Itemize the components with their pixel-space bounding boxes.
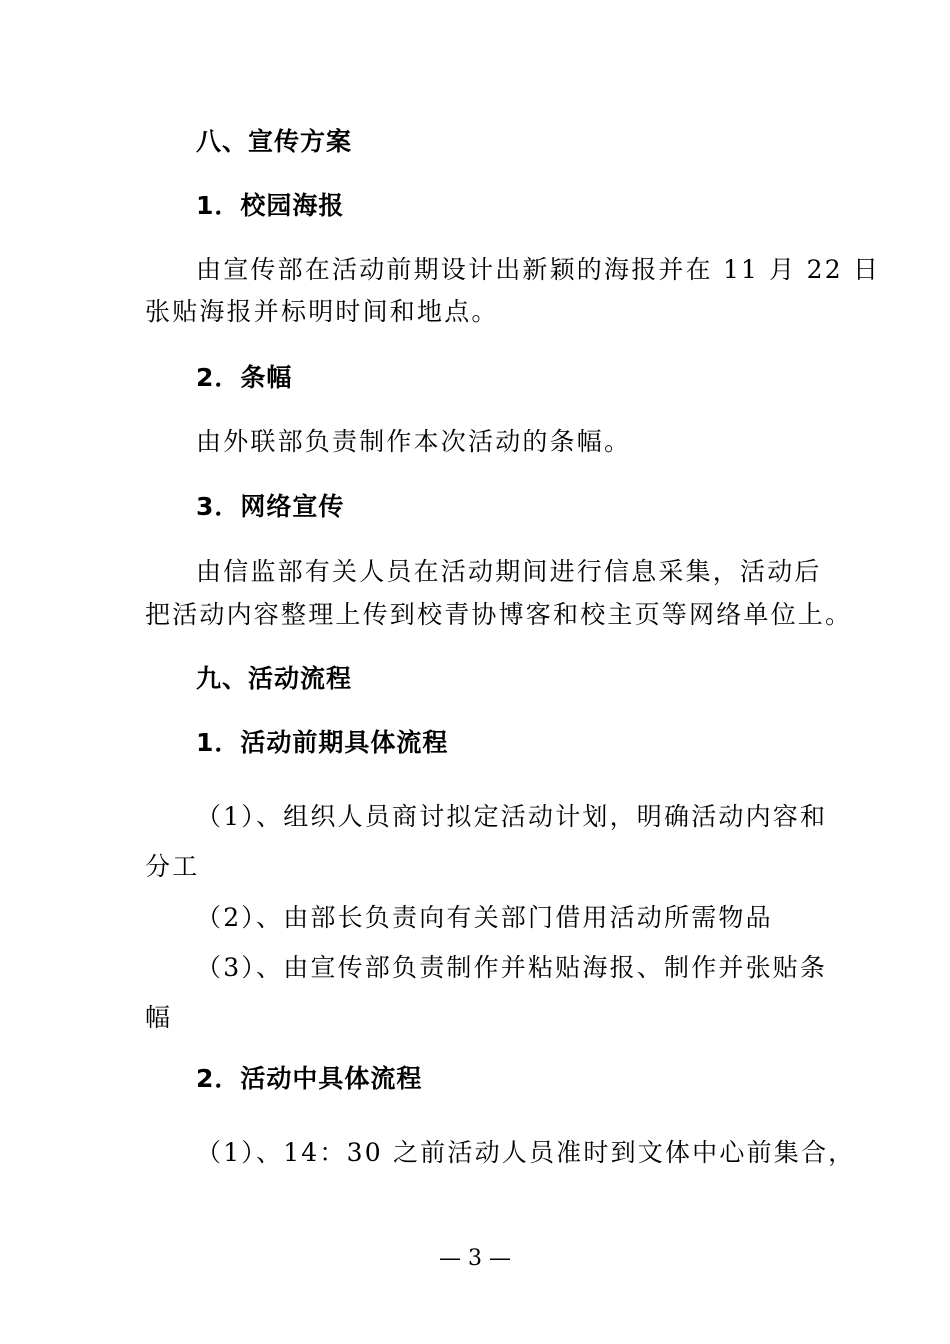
section-eight-item1-paragraph-line1: 由宣传部在活动前期设计出新颖的海报并在 11 月 22 日 (196, 255, 881, 284)
section-nine-item1-title: 1．活动前期具体流程 (196, 728, 449, 757)
section-eight-item1-paragraph-line2: 张贴海报并标明时间和地点。 (145, 297, 499, 326)
section-eight-item2-paragraph-line1: 由外联部负责制作本次活动的条幅。 (196, 427, 632, 456)
section-eight-item3-title: 3．网络宣传 (196, 492, 345, 521)
section-eight-item3-paragraph-line1: 由信监部有关人员在活动期间进行信息采集，活动后 (196, 557, 822, 586)
section-nine-item1-step3-line1: （3）、由宣传部负责制作并粘贴海报、制作并张贴条 (196, 953, 828, 982)
section-nine-item2-step1-line1: （1）、14：30 之前活动人员准时到文体中心前集合， (196, 1138, 856, 1167)
section-nine-item1-step2-line1: （2）、由部长负责向有关部门借用活动所需物品 (196, 903, 773, 932)
section-eight-item3-paragraph-line2: 把活动内容整理上传到校青协博客和校主页等网络单位上。 (145, 600, 853, 629)
section-eight-item2-title: 2．条幅 (196, 363, 293, 392)
section-nine-item1-step1-line1: （1）、组织人员商讨拟定活动计划，明确活动内容和 (196, 802, 828, 831)
section-eight-title: 八、宣传方案 (196, 127, 353, 156)
section-eight-item1-title: 1．校园海报 (196, 191, 345, 220)
section-nine-title: 九、活动流程 (196, 664, 353, 693)
section-nine-item2-title: 2．活动中具体流程 (196, 1064, 423, 1093)
page-number: — 3 — (439, 1246, 511, 1271)
section-nine-item1-step1-line2: 分工 (145, 852, 200, 881)
section-nine-item1-step3-line2: 幅 (145, 1003, 173, 1032)
